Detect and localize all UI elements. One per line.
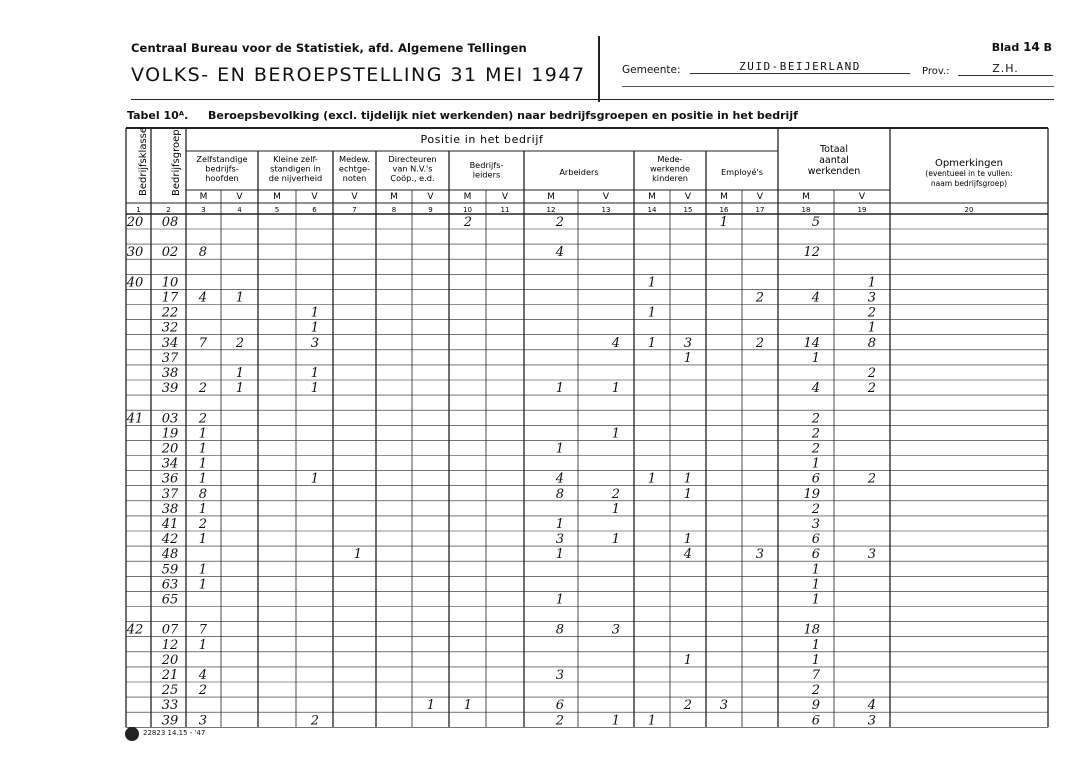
sex-label: M — [547, 192, 555, 202]
cell-value: 6 — [811, 532, 820, 548]
cell-value: 1 — [310, 471, 319, 487]
cell-value: 2 — [811, 501, 820, 517]
sex-label: M — [648, 192, 656, 202]
bedrijfsgroep-value: 32 — [161, 320, 179, 336]
group-header-label: noten — [342, 173, 367, 183]
group-header-label: Mede- — [657, 154, 683, 164]
cell-value: 2 — [198, 411, 207, 427]
cell-value: 8 — [555, 622, 564, 638]
cell-value: 8 — [555, 486, 564, 502]
bedrijfsklasse-header: Bedrijfsklasse — [138, 126, 149, 196]
cell-value: 6 — [555, 698, 564, 714]
cell-value: 2 — [755, 290, 764, 306]
cell-value: 1 — [235, 366, 244, 381]
sex-label: M — [720, 192, 728, 202]
cell-value: 14 — [803, 335, 820, 351]
cell-value: 3 — [683, 335, 692, 351]
organisation-title: Centraal Bureau voor de Statistiek, afd. Algemene Tellingen — [131, 41, 527, 55]
gemeente-label: Gemeente: — [622, 64, 681, 76]
column-number: 3 — [201, 206, 206, 214]
bedrijfsgroep-value: 07 — [161, 622, 179, 638]
cell-value: 1 — [811, 637, 820, 653]
prov-value: Z.H. — [958, 62, 1053, 76]
cell-value: 3 — [719, 698, 728, 714]
cell-value: 1 — [555, 592, 564, 608]
cell-value: 1 — [811, 456, 820, 472]
group-header-label: kinderen — [652, 173, 688, 183]
bedrijfsgroep-value: 42 — [161, 532, 179, 548]
group-header-label: Zelfstandige — [196, 154, 248, 164]
bedrijfsklasse-value: 42 — [126, 622, 144, 638]
cell-value: 1 — [647, 335, 656, 351]
cell-value: 1 — [310, 320, 319, 336]
cell-value: 2 — [867, 381, 876, 397]
cell-value: 2 — [867, 305, 876, 321]
cell-value: 1 — [235, 290, 244, 306]
cell-value: 1 — [198, 577, 207, 593]
sex-label: M — [199, 192, 208, 202]
sex-label: V — [756, 192, 764, 202]
cell-value: 1 — [198, 456, 207, 472]
totaal-header: werkenden — [807, 166, 861, 177]
opmerkingen-header: (eventueel in te vullen: — [925, 169, 1013, 178]
bedrijfsgroep-value: 41 — [161, 517, 179, 532]
column-number: 17 — [755, 206, 765, 214]
cell-value: 19 — [803, 486, 820, 502]
bedrijfsgroep-value: 37 — [161, 350, 179, 366]
bedrijfsgroep-value: 12 — [161, 637, 179, 653]
cell-value: 1 — [235, 381, 244, 397]
group-header-label: Bedrijfs- — [469, 160, 504, 170]
sex-label: V — [311, 192, 318, 202]
cell-value: 4 — [811, 290, 820, 306]
sex-label: V — [351, 192, 358, 202]
cell-value: 1 — [611, 381, 620, 397]
bedrijfsgroep-value: 20 — [161, 652, 179, 668]
cell-value: 2 — [463, 215, 472, 230]
print-code: 22823 14.15 - '47 — [143, 729, 206, 737]
cell-value: 4 — [811, 381, 820, 397]
column-number: 2 — [166, 206, 171, 214]
sex-label: V — [602, 192, 610, 202]
cell-value: 1 — [310, 381, 319, 397]
cell-value: 7 — [198, 622, 207, 638]
column-number: 13 — [601, 206, 611, 214]
cell-value: 1 — [611, 426, 620, 442]
cell-value: 3 — [867, 713, 876, 729]
sex-label: M — [273, 192, 281, 202]
bedrijfsgroep-value: 25 — [161, 683, 179, 699]
column-number: 7 — [352, 206, 357, 214]
cell-value: 1 — [198, 501, 207, 517]
cell-value: 2 — [235, 335, 244, 351]
table-title: Beroepsbevolking (excl. tijdelijk niet werkenden) naar bedrijfsgroepen en positie in het bedrijf — [208, 109, 798, 122]
bedrijfsgroep-value: 10 — [161, 275, 179, 291]
sex-label: M — [463, 192, 472, 202]
cell-value: 8 — [198, 486, 207, 502]
cell-value: 8 — [198, 245, 207, 261]
cell-value: 4 — [867, 698, 876, 714]
sex-label: V — [684, 192, 692, 202]
column-number: 5 — [274, 206, 280, 214]
cell-value: 2 — [198, 381, 207, 397]
cell-value: 3 — [555, 532, 564, 548]
cell-value: 1 — [683, 532, 692, 548]
totaal-header: Totaal — [819, 144, 849, 155]
cell-value: 1 — [611, 501, 620, 517]
cell-value: 1 — [683, 486, 692, 502]
bedrijfsgroep-header: Bedrijfsgroep — [171, 129, 182, 196]
group-header-label: Coöp., e.d. — [390, 173, 435, 183]
group-header-label: werkende — [649, 163, 691, 174]
bedrijfsgroep-value: 02 — [161, 245, 179, 261]
cell-value: 1 — [611, 532, 620, 548]
cell-value: 3 — [555, 668, 564, 683]
bedrijfsgroep-value: 39 — [161, 381, 179, 397]
cell-value: 1 — [611, 713, 620, 729]
cell-value: 3 — [867, 290, 876, 306]
cell-value: 4 — [198, 668, 207, 683]
cell-value: 1 — [555, 517, 564, 532]
bedrijfsgroep-value: 19 — [161, 426, 179, 442]
cell-value: 1 — [310, 366, 319, 381]
cell-value: 1 — [555, 381, 564, 397]
bedrijfsgroep-value: 03 — [161, 411, 179, 427]
cell-value: 4 — [611, 335, 620, 351]
opmerkingen-header: Opmerkingen — [935, 158, 1003, 169]
cell-value: 18 — [803, 622, 820, 638]
cell-value: 8 — [867, 335, 876, 351]
bedrijfsgroep-value: 39 — [161, 713, 179, 729]
column-number: 20 — [964, 206, 974, 214]
bedrijfsgroep-value: 38 — [161, 366, 179, 381]
cell-value: 3 — [811, 517, 820, 532]
cell-value: 1 — [198, 441, 207, 457]
cell-value: 6 — [811, 471, 820, 487]
cell-value: 1 — [647, 275, 656, 291]
bedrijfsgroep-value: 08 — [161, 215, 179, 230]
sex-label: M — [802, 192, 810, 202]
blad-suffix: B — [1043, 41, 1052, 54]
group-header-label: bedrijfs- — [205, 163, 239, 174]
cell-value: 1 — [198, 426, 207, 442]
group-header-label: standigen in — [270, 163, 321, 174]
cell-value: 2 — [867, 366, 876, 381]
prov-label: Prov.: — [922, 66, 950, 77]
cell-value: 1 — [198, 471, 207, 487]
group-header-label: leiders — [472, 169, 501, 180]
cell-value: 2 — [310, 713, 319, 729]
cell-value: 7 — [198, 335, 207, 351]
bedrijfsklasse-value: 30 — [126, 245, 144, 261]
group-header-label: Directeuren — [388, 154, 437, 164]
bedrijfsgroep-value: 48 — [161, 547, 179, 563]
cell-value: 2 — [555, 713, 564, 729]
opmerkingen-header: naam bedrijfsgroep) — [930, 179, 1008, 188]
cell-value: 1 — [555, 441, 564, 457]
cell-value: 1 — [867, 275, 876, 291]
cell-value: 2 — [755, 335, 764, 351]
column-number: 19 — [857, 206, 867, 214]
cell-value: 2 — [198, 517, 207, 532]
bedrijfsgroep-value: 59 — [161, 562, 179, 578]
column-number: 4 — [237, 206, 242, 214]
group-header-label: Medew. — [339, 154, 370, 164]
cell-value: 1 — [353, 547, 362, 563]
blad-label: Blad — [991, 41, 1020, 54]
cell-value: 6 — [811, 547, 820, 563]
cell-value: 4 — [198, 290, 207, 306]
cell-value: 1 — [811, 562, 820, 578]
column-number: 12 — [546, 206, 556, 214]
cell-value: 9 — [811, 698, 820, 714]
cell-value: 2 — [555, 215, 564, 230]
cell-value: 2 — [811, 426, 820, 442]
cell-value: 2 — [811, 441, 820, 457]
cell-value: 4 — [555, 245, 564, 261]
positie-header: Positie in het bedrijf — [420, 133, 544, 146]
cell-value: 1 — [463, 698, 472, 714]
bedrijfsgroep-value: 38 — [161, 501, 179, 517]
bedrijfsgroep-value: 65 — [161, 592, 179, 608]
group-header-label: echtge- — [338, 163, 371, 174]
gemeente-value: ZUID-BEIJERLAND — [690, 60, 910, 74]
cell-value: 4 — [555, 471, 564, 487]
cell-value: 1 — [198, 532, 207, 548]
bedrijfsgroep-value: 37 — [161, 486, 179, 502]
sex-label: V — [858, 192, 866, 202]
group-header-label: hoofden — [205, 173, 239, 183]
bedrijfsgroep-value: 22 — [161, 305, 179, 321]
column-number: 9 — [428, 206, 433, 214]
bedrijfsgroep-value: 36 — [161, 471, 179, 487]
cell-value: 6 — [811, 713, 820, 729]
cell-value: 5 — [811, 215, 820, 230]
cell-value: 3 — [755, 547, 764, 563]
bedrijfsklasse-value: 40 — [126, 275, 144, 291]
bedrijfsgroep-value: 34 — [161, 456, 179, 472]
bedrijfsgroep-value: 33 — [161, 698, 179, 714]
cell-value: 3 — [867, 547, 876, 563]
cell-value: 1 — [555, 547, 564, 563]
cell-value: 2 — [683, 698, 692, 714]
group-header-label: Kleine zelf- — [273, 154, 318, 164]
group-header-label: Employé's — [720, 167, 764, 177]
column-number: 6 — [312, 206, 317, 214]
cell-value: 1 — [811, 592, 820, 608]
cell-value: 3 — [310, 335, 319, 351]
cell-value: 1 — [198, 562, 207, 578]
column-number: 11 — [500, 206, 510, 214]
cell-value: 1 — [647, 305, 656, 321]
bedrijfsgroep-value: 17 — [161, 290, 179, 306]
bedrijfsgroep-value: 21 — [161, 668, 179, 683]
cell-value: 3 — [611, 622, 620, 638]
cell-value: 1 — [811, 350, 820, 366]
column-number: 14 — [647, 206, 657, 214]
cell-value: 2 — [198, 683, 207, 699]
cell-value: 2 — [811, 683, 820, 699]
column-number: 15 — [683, 206, 693, 214]
sex-label: V — [501, 192, 509, 202]
blad-number: 14 — [1023, 40, 1040, 54]
cell-value: 1 — [647, 471, 656, 487]
census-title: VOLKS- EN BEROEPSTELLING 31 MEI 1947 — [131, 64, 586, 86]
column-number: 1 — [136, 206, 141, 214]
cell-value: 7 — [811, 668, 820, 683]
cell-value: 1 — [683, 652, 692, 668]
cell-value: 1 — [198, 637, 207, 653]
cell-value: 1 — [647, 713, 656, 729]
cell-value: 3 — [198, 713, 207, 729]
cell-value: 1 — [426, 698, 435, 714]
cell-value: 1 — [811, 577, 820, 593]
sex-label: V — [236, 192, 243, 202]
group-header-label: van N.V.'s — [392, 163, 433, 174]
totaal-header: aantal — [819, 155, 849, 166]
group-header-label: Arbeiders — [559, 167, 599, 177]
sex-label: V — [427, 192, 434, 202]
column-number: 18 — [801, 206, 811, 214]
sex-label: M — [390, 192, 398, 202]
cell-value: 1 — [683, 350, 692, 366]
print-stamp-icon — [125, 727, 139, 741]
bedrijfsgroep-value: 20 — [161, 441, 179, 457]
table-number: Tabel 10ᴬ. — [127, 109, 189, 122]
cell-value: 2 — [867, 471, 876, 487]
cell-value: 2 — [611, 486, 620, 502]
cell-value: 1 — [811, 652, 820, 668]
bedrijfsklasse-value: 20 — [126, 215, 144, 230]
bedrijfsgroep-value: 34 — [161, 335, 179, 351]
cell-value: 1 — [683, 471, 692, 487]
group-header-label: de nijverheid — [268, 173, 323, 183]
column-number: 8 — [391, 206, 397, 214]
cell-value: 2 — [811, 411, 820, 427]
column-number: 16 — [719, 206, 729, 214]
cell-value: 4 — [683, 547, 692, 563]
cell-value: 1 — [310, 305, 319, 321]
cell-value: 1 — [719, 215, 728, 230]
bedrijfsgroep-value: 63 — [161, 577, 179, 593]
cell-value: 12 — [803, 245, 820, 261]
bedrijfsklasse-value: 41 — [126, 411, 144, 427]
column-number: 10 — [463, 206, 472, 214]
cell-value: 1 — [867, 320, 876, 336]
